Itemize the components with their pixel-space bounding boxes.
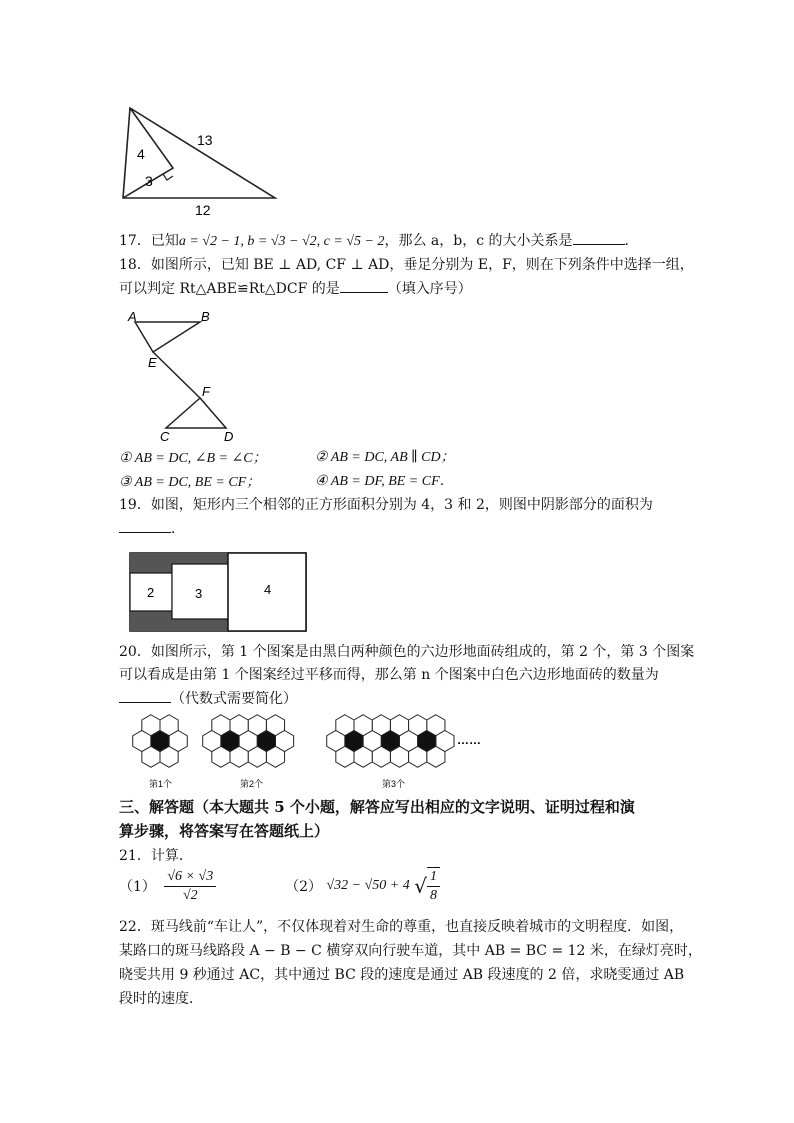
white-hexagon <box>436 731 454 752</box>
q17-end: ． <box>624 233 639 249</box>
question-19-line2 <box>119 518 185 539</box>
question-21-title: 21．计算． <box>119 848 193 864</box>
black-hexagon <box>345 731 363 752</box>
q19-figure <box>125 550 311 634</box>
black-hexagon <box>151 731 169 752</box>
q20-hexagon-figure <box>122 708 492 790</box>
shaded-bottom-left <box>130 611 172 631</box>
shaded-bottom-middle <box>172 619 228 631</box>
label-A: A <box>128 309 137 324</box>
q18-prefix: 可以判定 Rt△ABE≌Rt△DCF 的是 <box>119 281 340 297</box>
q21-part1-label: （1） <box>119 879 156 895</box>
label-3: 3 <box>145 173 153 189</box>
white-hexagon <box>169 731 187 752</box>
label-F: F <box>202 384 210 399</box>
label-D: D <box>224 429 234 444</box>
question-18-line1: 18．如图所示，已知 BE ⊥ AD, CF ⊥ AD，垂足分别为 E，F，则在下列条件中选择一组， <box>119 257 694 273</box>
label-sq2: 2 <box>147 585 155 600</box>
question-20-line1: 20．如图所示，第 1 个图案是由黑白两种颜色的六边形地面砖组成的，第 2 个，第 3 个图案 <box>119 644 695 660</box>
segment-ef <box>153 352 200 398</box>
question-22-line2: 某路口的斑马线路段 A − B − C 横穿双向行驶车道，其中 AB = BC = 12 米，在绿灯亮时， <box>119 943 702 959</box>
caption-2: 第2个 <box>240 779 264 789</box>
question-22-line3: 晓雯共用 9 秒通过 AC，其中通过 BC 段的速度是通过 AB 段速度的 2 倍，求晓雯通过 AB <box>119 967 685 983</box>
q17-prefix: 17．已知 <box>119 233 179 249</box>
q21-part2-label: （2） <box>285 879 323 895</box>
q18-options-row1 <box>119 448 455 469</box>
black-hexagon <box>221 731 239 752</box>
question-20-line2: 可以看成是由第 1 个图案经过平移而得，那么第 n 个图案中白色六边形地面砖的数量为 <box>119 667 659 683</box>
q19-end: ． <box>171 521 185 537</box>
question-22-line1: 22．斑马线前“车让人”，不仅体现着对生命的尊重，也直接反映着城市的文明程度．如图， <box>119 919 684 935</box>
label-12: 12 <box>195 202 211 218</box>
question-18-line2 <box>119 278 472 299</box>
label-E: E <box>148 355 157 370</box>
triangle-figure <box>115 100 290 220</box>
q18-option-2: ② AB = DC, AB ∥ CD； <box>315 450 455 465</box>
black-hexagon <box>381 731 399 752</box>
q21-part2-expression: √32 − √50 + 4 <box>326 878 410 893</box>
label-4: 4 <box>137 146 145 162</box>
q18-figure <box>118 308 248 444</box>
label-sq4: 4 <box>264 582 272 597</box>
q20-answer-blank[interactable] <box>119 688 171 703</box>
black-hexagon <box>418 731 436 752</box>
white-hexagon <box>133 731 151 752</box>
q21-part1-denominator: √2 <box>182 887 198 903</box>
question-22-line4: 段时的速度． <box>119 991 203 1007</box>
section-3-heading-line1: 三、解答题（本大题共 5 个小题，解答应写出相应的文字说明、证明过程和演 <box>119 798 635 816</box>
q21-part2-denominator: 8 <box>429 888 437 903</box>
label-13: 13 <box>197 132 213 148</box>
white-hexagon <box>275 731 293 752</box>
q18-answer-blank[interactable] <box>340 278 388 293</box>
white-hexagon <box>327 731 345 752</box>
caption-3: 第3个 <box>382 779 406 789</box>
question-20-line3 <box>119 688 297 709</box>
q18-options-row2 <box>119 472 454 493</box>
label-C: C <box>160 429 170 444</box>
triangle-abe <box>135 322 200 352</box>
shaded-top-middle <box>172 553 228 564</box>
q17-math: a = √2 − 1, b = √3 − √2, c = √5 − 2 <box>178 234 385 249</box>
triangle-dcf <box>166 398 226 428</box>
q21-part2-numerator: 1 <box>427 868 440 887</box>
q21-part1-numerator: √6 × √3 <box>164 868 216 887</box>
q18-suffix: （填入序号） <box>387 281 472 297</box>
ellipsis: …… <box>457 733 481 747</box>
label-B: B <box>201 309 210 324</box>
q18-option-4: ④ AB = DF, BE = CF． <box>315 474 454 489</box>
q18-option-3: ③ AB = DC, BE = CF； <box>119 475 261 490</box>
q19-answer-blank[interactable] <box>119 518 171 533</box>
q21-part1-fraction <box>164 868 216 905</box>
q18-option-1: ① AB = DC, ∠B = ∠C； <box>119 451 267 466</box>
right-angle-mark <box>163 174 173 180</box>
q21-sqrt-symbol: √ <box>414 874 427 898</box>
q17-suffix: ，那么 a，b，c 的大小关系是 <box>384 233 573 249</box>
shaded-top-left <box>130 553 172 573</box>
label-sq3: 3 <box>195 586 203 601</box>
question-19-line1: 19．如图，矩形内三个相邻的正方形面积分别为 4，3 和 2，则图中阴影部分的面积为 <box>119 497 653 513</box>
q21-expressions <box>119 867 444 913</box>
question-17 <box>119 230 639 252</box>
section-3-heading-line2: 算步骤，将答案写在答题纸上） <box>119 822 330 840</box>
q17-answer-blank[interactable] <box>573 230 625 245</box>
caption-1: 第1个 <box>149 779 173 789</box>
white-hexagon <box>203 731 221 752</box>
q20-suffix: （代数式需要简化） <box>171 691 297 707</box>
q21-part2-fraction <box>427 867 440 905</box>
black-hexagon <box>257 731 275 752</box>
